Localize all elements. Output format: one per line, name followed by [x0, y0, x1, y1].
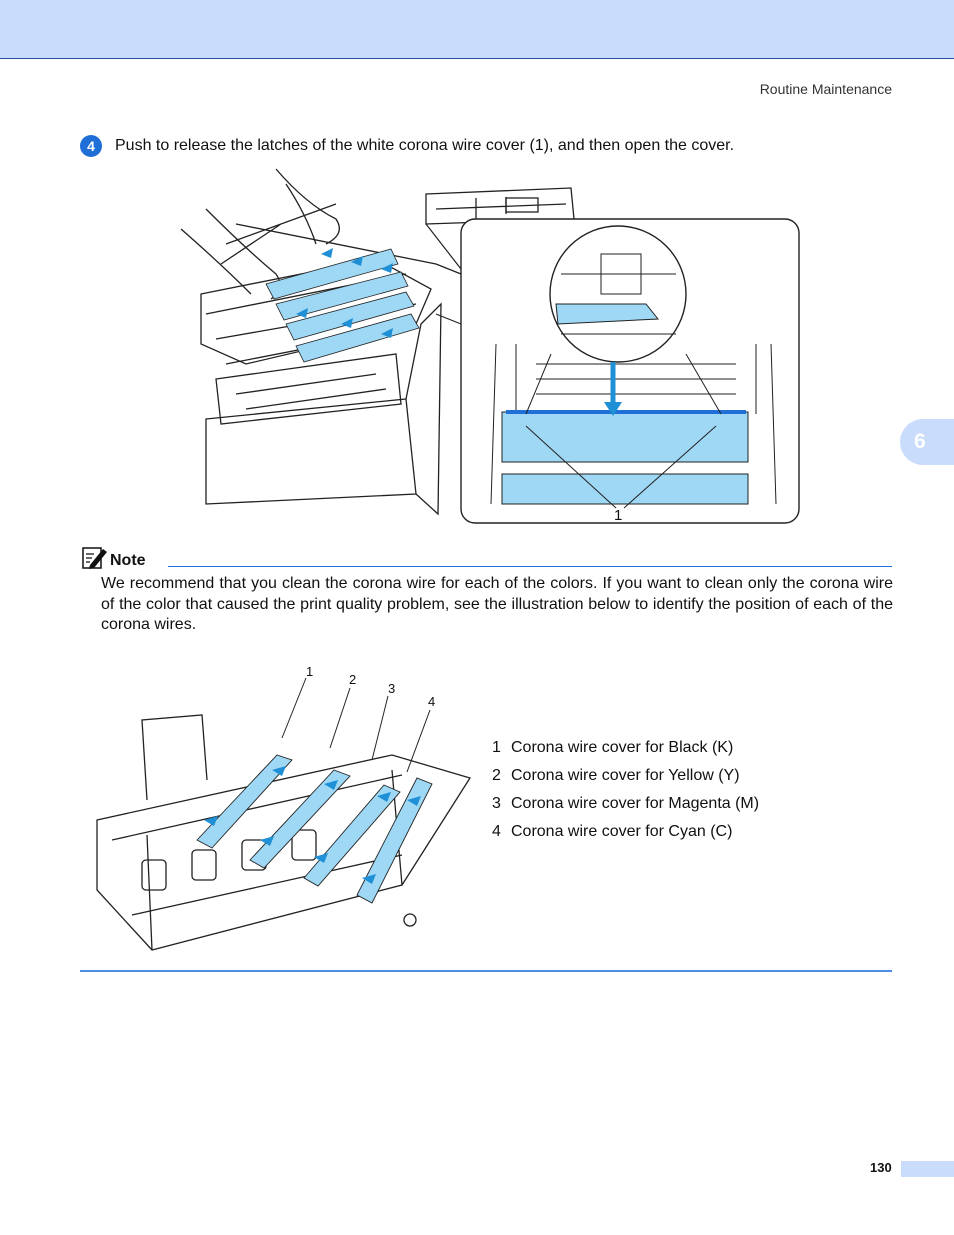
- figure2-callout-2: 2: [349, 672, 357, 687]
- corona-wire-legend: [492, 739, 759, 851]
- page-number-bar: [901, 1161, 954, 1177]
- note-divider: [168, 566, 892, 567]
- running-head: Routine Maintenance: [759, 81, 892, 97]
- legend-item: 3 Corona wire cover for Magenta (M): [492, 795, 760, 812]
- figure2-callout-4: 4: [428, 694, 436, 709]
- figure-drum-unit-corona-positions: [92, 660, 482, 960]
- chapter-number: 6: [914, 430, 926, 453]
- figure2-callout-1: 1: [306, 664, 314, 679]
- figure1-callout: 1: [614, 507, 623, 524]
- step-4: [80, 135, 734, 157]
- step-instruction: Push to release the latches of the white corona wire cover (1), and then open the cover.: [115, 137, 735, 154]
- legend-item: 2 Corona wire cover for Yellow (Y): [492, 767, 740, 784]
- note-label: Note: [110, 552, 146, 569]
- step-number-badge: 4: [80, 135, 102, 157]
- chapter-tab[interactable]: [900, 419, 954, 465]
- note-header: [80, 545, 892, 575]
- note-pencil-icon: [82, 545, 108, 571]
- figure-open-corona-cover: [176, 164, 802, 534]
- legend-item: 4 Corona wire cover for Cyan (C): [492, 823, 733, 840]
- note-end-divider: [80, 970, 892, 972]
- header-band: [0, 0, 954, 59]
- note-text: We recommend that you clean the corona wire for each of the colors. If you want to clean only the corona wire of the color that caused the print quality problem, see the illustration below to identify the position of each of the corona wires.: [101, 575, 893, 633]
- page-number: 130: [870, 1160, 892, 1175]
- figure2-callout-3: 3: [388, 681, 396, 696]
- legend-item: 1 Corona wire cover for Black (K): [492, 739, 734, 756]
